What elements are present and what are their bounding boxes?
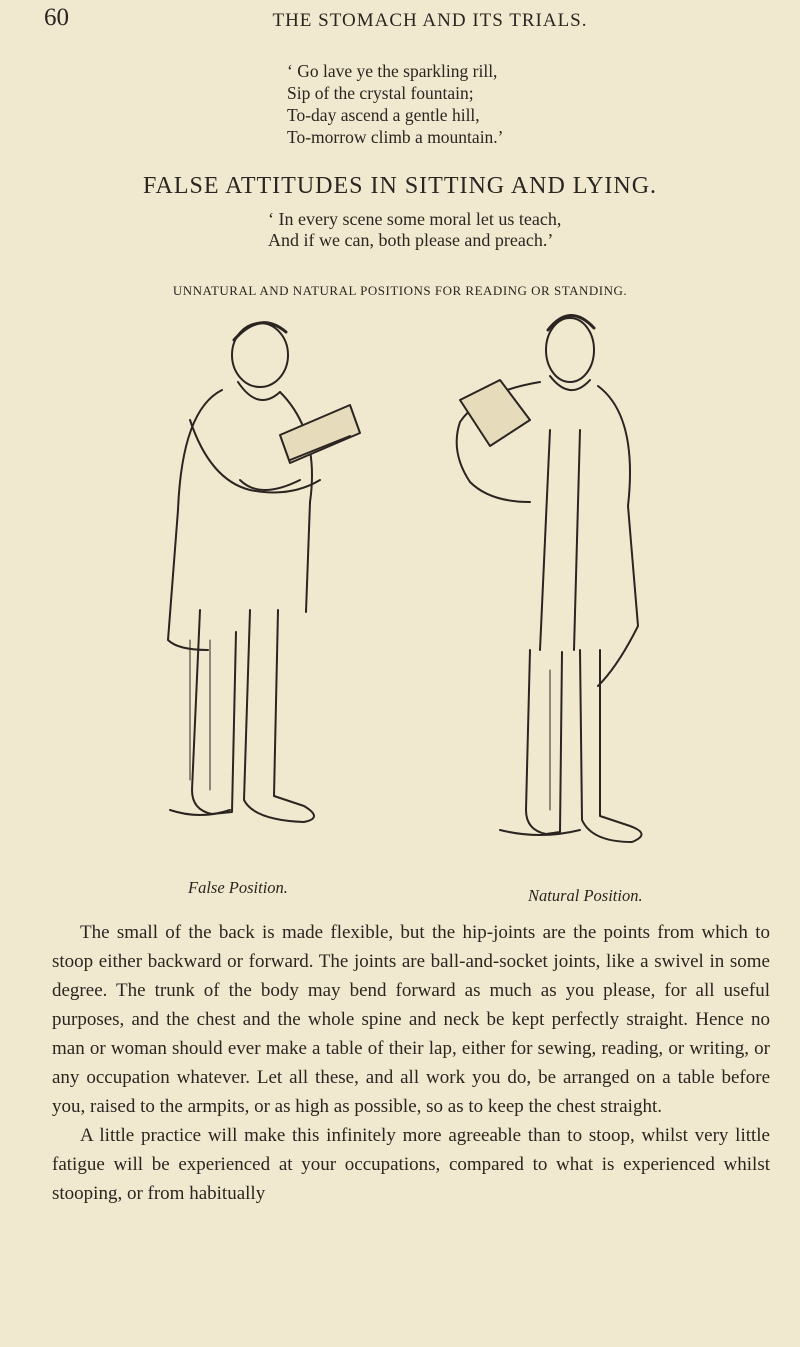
body-text xyxy=(52,918,770,1208)
couplet-line: ‘ In every scene some moral let us teach, xyxy=(268,209,562,229)
verse-line: ‘ Go lave ye the sparkling rill, xyxy=(287,61,498,81)
paragraph: The small of the back is made flexible, but the hip-joints are the points from which to stoop either backward or forward. The joints are ball-and-socket joints, like a swivel in some degree. The trunk of the body may bend forward as much as you please, for all useful purposes, and the chest and the whole spine and neck be kept perfectly straight. Hence no man or woman should ever make a table of their lap, either for sewing, reading, or writing, or any occupation whatever. Let all these, and all work you do, be arranged on a table before you, raised to the armpits, or as high as possible, so as to keep the chest straight. xyxy=(52,922,770,1117)
figure-heading: UNNATURAL AND NATURAL POSITIONS FOR READING OR STANDING. xyxy=(172,283,628,298)
verse-line: To-morrow climb a mountain.’ xyxy=(287,127,504,147)
epigraph-couplet xyxy=(268,209,561,251)
page-number: 60 xyxy=(44,4,69,31)
couplet-line: And if we can, both please and preach.’ xyxy=(268,230,554,250)
section-title: FALSE ATTITUDES IN SITTING AND LYING. xyxy=(142,173,658,199)
verse-line: Sip of the crystal fountain; xyxy=(287,83,474,103)
verse-line: To-day ascend a gentle hill, xyxy=(287,105,480,125)
false-position-figure xyxy=(168,323,360,822)
verse-quote xyxy=(287,60,504,148)
false-position-caption: False Position. xyxy=(188,878,288,897)
posture-illustration xyxy=(130,310,710,870)
paragraph: A little practice will make this infinitely more agreeable than to stoop, whilst very little fatigue will be experienced at your occupations, compared to what is experienced whilst stooping, or from habitually xyxy=(52,1125,770,1204)
natural-position-caption: Natural Position. xyxy=(528,886,643,905)
running-title: THE STOMACH AND ITS TRIALS. xyxy=(272,10,588,31)
natural-position-figure xyxy=(457,315,642,842)
